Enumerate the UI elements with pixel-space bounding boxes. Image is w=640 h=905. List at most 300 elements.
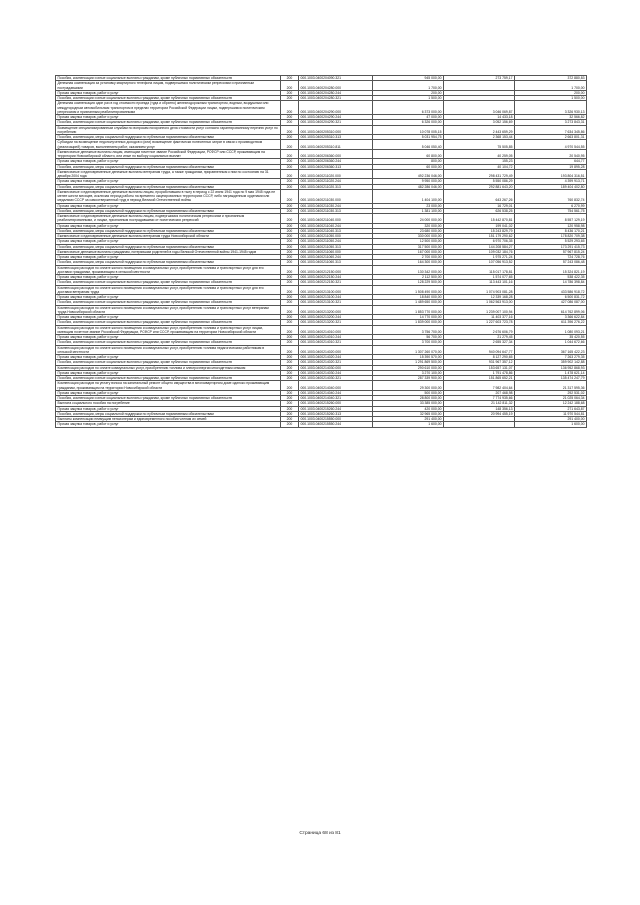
row-code-cell: 200 <box>281 305 299 315</box>
row-name-cell: Компенсация расходов по оплате жилого помещения и коммунальных услуг, приобретению топлива и транспортных услуг лицам, имеющим почетное звание Российской Федерации, РСФСР или СССР, проживающим на территории Новосибирской области <box>56 325 281 335</box>
row-name-cell: Компенсация расходов по оплате жилого помещения и коммунальных услуг, приобретению топлива и транспортных услуг для его доставки ветеранам труда <box>56 285 281 295</box>
row-name-cell: Компенсация расходов по оплате жилого помещения и коммунальных услуг, приобретению топлива и транспортных услуг для его доставки гражданам, проживающим в сельской местности <box>56 265 281 275</box>
row-kbk-cell: 000.1003.0400211040.244 <box>299 223 373 228</box>
row-remaining-cell: 193 804 316,51 <box>515 169 587 179</box>
row-approved-cell: 290 610 000,00 <box>373 365 444 370</box>
row-name-cell: Ежемесячные и единовременные денежные выплаты лицам, проработавшим в тылу в период с 22 июня 1941 года по 9 мая 1945 года не менее шести месяцев, исключая период работы на временно оккупированных территориях СССР, либо награжденным орденами или медалями СССР за самоотверженный труд в период Великой Отечественной войны <box>56 189 281 203</box>
row-kbk-cell: 000.1003.0400215260.313 <box>299 411 373 416</box>
row-name-cell: Пособия, компенсации и иные социальные выплаты гражданам, кроме публичных нормативных обязательств <box>56 360 281 365</box>
row-kbk-cell: 000.1003.0400214010.321 <box>299 340 373 345</box>
table-row <box>56 135 587 140</box>
row-executed-cell: 40 104,72 <box>444 164 515 169</box>
row-name-cell: Пособия, компенсации и иные социальные выплаты гражданам, кроме публичных нормативных обязательств <box>56 120 281 125</box>
row-executed-cell: 8 127 290,65 <box>444 355 515 360</box>
table-row <box>56 149 587 159</box>
row-executed-cell: 15 442 870,81 <box>444 214 515 224</box>
row-approved-cell: 60 000,00 <box>373 164 444 169</box>
row-name-cell: Компенсация расходов по оплате коммунальных услуг, приобретению топлива и электроэнергии многодетным семьям <box>56 365 281 370</box>
row-remaining-cell: 135 474 247,79 <box>515 376 587 381</box>
row-name-cell: Компенсация расходов по оплате жилого помещения и коммунальных услуг, приобретению топлива педагогическим работникам в сельской местности <box>56 345 281 355</box>
row-code-cell: 200 <box>281 90 299 95</box>
row-remaining-cell: 367 165 422,23 <box>515 345 587 355</box>
row-kbk-cell: 000.1003.0400211030.000 <box>299 189 373 203</box>
row-name-cell: Пособия, компенсации и иные социальные выплаты гражданам, кроме публичных нормативных обязательств <box>56 280 281 285</box>
table-row <box>56 360 587 365</box>
row-kbk-cell: 000.1003.0400214040.000 <box>299 381 373 391</box>
row-approved-cell: 130 342 000,00 <box>373 265 444 275</box>
row-name-cell: Пособия, компенсации, меры социальной поддержки по публичным нормативным обязательствам <box>56 135 281 140</box>
row-executed-cell: 3 052 156,69 <box>444 120 515 125</box>
row-name-cell: Ежемесячные и единовременные денежные выплаты лицам, подвергшимся политическим репрессиям и признанным реабилитированными, и лицам, признанным пострадавшими от политических репрессий <box>56 214 281 224</box>
row-approved-cell: 2 112 500,00 <box>373 275 444 280</box>
row-code-cell: 200 <box>281 140 299 150</box>
row-approved-cell: 330 000 000,00 <box>373 234 444 239</box>
row-remaining-cell: 644,77 <box>515 159 587 164</box>
row-name-cell: Пособия, компенсации и иные социальные выплаты гражданам, кроме публичных нормативных обязательств <box>56 320 281 325</box>
row-remaining-cell: 1 500,00 <box>515 96 587 101</box>
row-executed-cell: 15 243 829,79 <box>444 228 515 233</box>
row-kbk-cell: 000.1003.0400204280.244 <box>299 90 373 95</box>
row-code-cell: 200 <box>281 169 299 179</box>
row-executed-cell <box>444 422 515 427</box>
row-remaining-cell: 14 786 398,84 <box>515 280 587 285</box>
row-name-cell: Пособия, компенсации и иные социальные выплаты гражданам, кроме публичных нормативных обязательств <box>56 96 281 101</box>
row-executed-cell: 109 032 184,76 <box>444 249 515 254</box>
row-remaining-cell: 15 324 821,19 <box>515 265 587 275</box>
row-code-cell: 200 <box>281 325 299 335</box>
row-kbk-cell: 000.1003.0400212150.244 <box>299 275 373 280</box>
row-approved-cell: 29 300 000,00 <box>373 381 444 391</box>
row-code-cell: 200 <box>281 234 299 239</box>
row-approved-cell: 12 500 000,00 <box>373 239 444 244</box>
row-approved-cell: 3 270 100,00 <box>373 370 444 375</box>
table-body <box>56 76 587 428</box>
row-approved-cell: 60 800,00 <box>373 149 444 159</box>
table-row <box>56 164 587 169</box>
row-name-cell: Выплаты компенсации неимущим пенсионерам и единовременного пособия членам их семей <box>56 417 281 422</box>
row-kbk-cell: 000.1003.0400211020.313 <box>299 184 373 189</box>
row-approved-cell: 1 307 260 070,00 <box>373 345 444 355</box>
row-executed-cell: 7 982 404,64 <box>444 381 515 391</box>
row-code-cell: 200 <box>281 360 299 365</box>
row-code-cell: 200 <box>281 365 299 370</box>
row-name-cell: Прочая закупка товаров, работ и услуг <box>56 115 281 120</box>
table-row <box>56 140 587 150</box>
row-kbk-cell: 000.1003.0400211050.313 <box>299 244 373 249</box>
row-executed-cell: 6 970 706,35 <box>444 239 515 244</box>
row-approved-cell: 800,00 <box>373 159 444 164</box>
row-approved-cell: 28 800 000,00 <box>373 396 444 401</box>
row-name-cell: Прочая закупка товаров, работ и услуг <box>56 295 281 300</box>
row-name-cell: Пособия, компенсации, меры социальной поддержки по публичным нормативным обязательствам <box>56 208 281 213</box>
row-approved-cell: 5 046 050,40 <box>373 140 444 150</box>
row-code-cell: 200 <box>281 184 299 189</box>
row-remaining-cell: 178 820 709,38 <box>515 234 587 239</box>
table-row <box>56 365 587 370</box>
row-approved-cell: 500 000,00 <box>373 390 444 395</box>
table-row <box>56 169 587 179</box>
row-approved-cell: 6 373 000,00 <box>373 101 444 115</box>
row-approved-cell: 15 390 570,00 <box>373 355 444 360</box>
row-approved-cell: 24 000 000,00 <box>373 214 444 224</box>
row-name-cell: Ежемесячные денежные выплаты лицам, имеющим почетное звание Российской Федерации, РСФСР или СССР, проживающим на территории Новосибирской области, или иные по выбору социальных выплат <box>56 149 281 159</box>
table-row <box>56 320 587 325</box>
row-name-cell: Ежемесячные и единовременные денежные выплаты ветеранам труда Новосибирской области <box>56 234 281 239</box>
row-approved-cell: 33 385 000,00 <box>373 401 444 406</box>
row-kbk-cell: 000.1003.0400205310.000 <box>299 125 373 135</box>
row-code-cell: 200 <box>281 335 299 340</box>
row-executed-cell: 151 865 652,21 <box>444 376 515 381</box>
row-executed-cell: 21 142 811,32 <box>444 401 515 406</box>
row-approved-cell: 128 229 500,00 <box>373 280 444 285</box>
row-approved-cell: 1 839 000 000,00 <box>373 320 444 325</box>
row-remaining-cell: 372 880,83 <box>515 76 587 81</box>
row-approved-cell: 32 965 000,00 <box>373 411 444 416</box>
row-code-cell: 200 <box>281 228 299 233</box>
row-name-cell: Прочая закупка товаров, работ и услуг <box>56 355 281 360</box>
row-remaining-cell: 35 420,55 <box>515 335 587 340</box>
row-executed-cell: 107 056 913,52 <box>444 260 515 265</box>
row-code-cell: 200 <box>281 370 299 375</box>
row-code-cell: 200 <box>281 280 299 285</box>
row-approved-cell: 3 700 000,00 <box>373 340 444 345</box>
row-code-cell: 200 <box>281 164 299 169</box>
row-executed-cell: 155,23 <box>444 159 515 164</box>
table-row <box>56 76 587 81</box>
row-approved-cell: 287 339 900,00 <box>373 376 444 381</box>
row-name-cell: Пособия, компенсации и иные социальные выплаты гражданам, кроме публичных нормативных обязательств <box>56 300 281 305</box>
row-executed-cell: 2 676 606,79 <box>444 325 515 335</box>
row-approved-cell: 167 000 000,00 <box>373 249 444 254</box>
row-remaining-cell: 433 586 918,72 <box>515 285 587 295</box>
row-kbk-cell: 000.1003.0400214040.244 <box>299 390 373 395</box>
row-name-cell: Ежемесячные денежные выплаты гражданам, потерявшим родителей в годы Великой Отечественной войны 1941-1945 годов <box>56 249 281 254</box>
row-approved-cell: 1 489 650 000,00 <box>373 300 444 305</box>
row-name-cell: Пособия, компенсации, меры социальной поддержки по публичным нормативным обязательствам <box>56 260 281 265</box>
row-kbk-cell: 000.1003.0400206360.244 <box>299 159 373 164</box>
row-remaining-cell: 21 317 595,36 <box>515 381 587 391</box>
row-executed-cell: 626 538,25 <box>444 208 515 213</box>
row-approved-cell: 420 000,00 <box>373 406 444 411</box>
row-remaining-cell: 1 044 672,66 <box>515 340 587 345</box>
budget-table-container <box>55 75 586 428</box>
row-kbk-cell: 000.1003.0400214020.321 <box>299 360 373 365</box>
row-code-cell: 200 <box>281 249 299 254</box>
row-code-cell: 200 <box>281 340 299 345</box>
table-row <box>56 244 587 249</box>
table-row <box>56 381 587 391</box>
row-name-cell: Пособия, компенсации, меры социальной поддержки по публичным нормативным обязательствам <box>56 411 281 416</box>
row-executed-cell: 11 403 377,16 <box>444 315 515 320</box>
row-code-cell: 200 <box>281 96 299 101</box>
row-kbk-cell: 000.1003.0400214030.000 <box>299 365 373 370</box>
row-approved-cell: 3 756 700,00 <box>373 325 444 335</box>
row-approved-cell: 14 770 000,00 <box>373 315 444 320</box>
row-executed-cell: 1 227 603 723,78 <box>444 320 515 325</box>
row-code-cell: 200 <box>281 223 299 228</box>
row-code-cell: 200 <box>281 320 299 325</box>
row-kbk-cell: 000.1003.0400213100.244 <box>299 295 373 300</box>
row-remaining-cell: 1 080 093,21 <box>515 325 587 335</box>
row-kbk-cell: 000.1003.0400214020.244 <box>299 355 373 360</box>
table-row <box>56 189 587 203</box>
row-remaining-cell: 173 291 415,73 <box>515 244 587 249</box>
row-executed-cell: 2 443 659,29 <box>444 125 515 135</box>
row-name-cell: Пособия, компенсации, меры социальной поддержки по публичным нормативным обязательствам <box>56 244 281 249</box>
row-kbk-cell: 000.1003.0400215260.244 <box>299 406 373 411</box>
row-remaining-cell: 3 273 843,31 <box>515 120 587 125</box>
row-remaining-cell: 20 540,95 <box>515 149 587 159</box>
row-executed-cell: 3 046 069,87 <box>444 101 515 115</box>
row-kbk-cell: 000.1003.0400215550.244 <box>299 422 373 427</box>
row-name-cell: Прочая закупка товаров, работ и услуг <box>56 223 281 228</box>
row-code-cell: 200 <box>281 149 299 159</box>
row-executed-cell: 940 094 647,77 <box>444 345 515 355</box>
row-executed-cell: 153 657 131,07 <box>444 365 515 370</box>
row-code-cell: 200 <box>281 125 299 135</box>
table-row <box>56 260 587 265</box>
row-code-cell: 200 <box>281 189 299 203</box>
row-remaining-cell: 8 436 170,21 <box>515 228 587 233</box>
row-approved-cell: 317 500 000,00 <box>373 244 444 249</box>
row-kbk-cell: 000.1003.0400204090.321 <box>299 76 373 81</box>
row-kbk-cell: 000.1003.0400204290.244 <box>299 115 373 120</box>
row-executed-cell: 1 975 271,24 <box>444 255 515 260</box>
row-kbk-cell: 000.1003.0400211030.244 <box>299 203 373 208</box>
row-kbk-cell: 000.1003.0400213100.000 <box>299 285 373 295</box>
row-code-cell: 200 <box>281 214 299 224</box>
row-remaining-cell: 271 643,87 <box>515 406 587 411</box>
row-remaining-cell: 21 025 064,34 <box>515 396 587 401</box>
row-name-cell: Прочая закупка товаров, работ и услуг <box>56 159 281 164</box>
row-name-cell: Прочая закупка товаров, работ и услуг <box>56 239 281 244</box>
row-remaining-cell: 754 561,75 <box>515 208 587 213</box>
table-row <box>56 345 587 355</box>
row-name-cell: Прочая закупка товаров, работ и услуг <box>56 370 281 375</box>
row-remaining-cell: 120 958,98 <box>515 223 587 228</box>
row-approved-cell: 1 853 770 000,00 <box>373 305 444 315</box>
row-name-cell: Выплата социального пособия на погребение <box>56 401 281 406</box>
row-approved-cell: 1 500,00 <box>373 96 444 101</box>
row-code-cell: 200 <box>281 244 299 249</box>
row-approved-cell: 1 381 100,00 <box>373 208 444 213</box>
row-kbk-cell: 000.1003.0400212150.321 <box>299 280 373 285</box>
row-name-cell: Ежемесячные и единовременные денежные выплаты ветеранам труда, а также гражданам, приравненным к ним по состоянию на 31 декабря 2004 года <box>56 169 281 179</box>
row-kbk-cell: 000.1003.0400214040.321 <box>299 396 373 401</box>
row-approved-cell: 1 700,00 <box>373 81 444 91</box>
row-code-cell: 200 <box>281 411 299 416</box>
row-executed-cell: 144 208 584,27 <box>444 244 515 249</box>
row-approved-cell: 482 286 046,00 <box>373 184 444 189</box>
row-approved-cell: 1 600,00 <box>373 422 444 427</box>
row-name-cell: Прочая закупка товаров, работ и услуг <box>56 422 281 427</box>
row-code-cell: 200 <box>281 101 299 115</box>
table-row <box>56 184 587 189</box>
row-code-cell: 200 <box>281 295 299 300</box>
budget-execution-table <box>55 75 587 428</box>
row-kbk-cell: 000.1003.0400206360.313 <box>299 164 373 169</box>
row-executed-cell: 113 443 101,16 <box>444 280 515 285</box>
row-code-cell: 200 <box>281 381 299 391</box>
table-row <box>56 228 587 233</box>
row-remaining-cell: 8 557 129,19 <box>515 214 587 224</box>
row-name-cell: Прочая закупка товаров, работ и услуг <box>56 406 281 411</box>
row-code-cell: 200 <box>281 376 299 381</box>
row-kbk-cell: 000.1003.0400205310.313 <box>299 135 373 140</box>
row-code-cell: 200 <box>281 355 299 360</box>
row-remaining-cell: 1 600,00 <box>515 422 587 427</box>
row-executed-cell: 14 433,18 <box>444 115 515 120</box>
row-executed-cell: 207 468,98 <box>444 390 515 395</box>
row-kbk-cell: 000.1003.0400211050.244 <box>299 239 373 244</box>
row-kbk-cell: 000.1003.0400204290.321 <box>299 120 373 125</box>
row-code-cell: 200 <box>281 179 299 184</box>
row-remaining-cell: 427 086 087,00 <box>515 300 587 305</box>
row-approved-cell: 320 000,00 <box>373 223 444 228</box>
row-code-cell: 200 <box>281 345 299 355</box>
row-kbk-cell: 000.1003.0400211040.000 <box>299 214 373 224</box>
row-code-cell: 200 <box>281 135 299 140</box>
row-code-cell: 200 <box>281 396 299 401</box>
row-remaining-cell: 57 243 086,48 <box>515 260 587 265</box>
row-kbk-cell: 000.1003.0400214010.244 <box>299 335 373 340</box>
row-kbk-cell: 000.1003.0400211040.313 <box>299 228 373 233</box>
row-code-cell: 200 <box>281 81 299 91</box>
row-remaining-cell: 19 895,28 <box>515 164 587 169</box>
row-remaining-cell: 136 952 868,93 <box>515 365 587 370</box>
row-approved-cell: 1 404 100,00 <box>373 189 444 203</box>
row-name-cell: Денежная компенсация за установку квартирного телефона лицам, подвергшимся политическим репрессиям и признанным пострадавшими <box>56 81 281 91</box>
table-row <box>56 396 587 401</box>
row-remaining-cell: 359 902 142,88 <box>515 360 587 365</box>
row-approved-cell: 291 400,00 <box>373 417 444 422</box>
row-kbk-cell: 000.1003.0400214030.321 <box>299 376 373 381</box>
row-executed-cell: 5 550 086,29 <box>444 179 515 184</box>
row-kbk-cell: 000.1003.0400211060.244 <box>299 255 373 260</box>
row-kbk-cell: 000.1003.0400204280.000 <box>299 81 373 91</box>
row-kbk-cell: 000.1003.0400215550.000 <box>299 417 373 422</box>
row-remaining-cell: 12 242 188,68 <box>515 401 587 406</box>
row-name-cell: Компенсация расходов на уплату взноса на капитальный ремонт общего имущества в многоквартирном доме одиноко проживающим гражданам, проживающим на территории Новосибирской области <box>56 381 281 391</box>
table-row <box>56 411 587 416</box>
row-name-cell: Прочая закупка товаров, работ и услуг <box>56 335 281 340</box>
row-approved-cell: 5 031 954,75 <box>373 135 444 140</box>
row-code-cell: 200 <box>281 422 299 427</box>
row-executed-cell: 2 655 327,34 <box>444 340 515 345</box>
row-code-cell: 200 <box>281 203 299 208</box>
page-number: Страница 68 из 81 <box>299 831 341 836</box>
table-row <box>56 81 587 91</box>
table-row <box>56 101 587 115</box>
row-name-cell: Пособия, компенсации, меры социальной поддержки по публичным нормативным обязательствам <box>56 228 281 233</box>
row-name-cell: Прочая закупка товаров, работ и услуг <box>56 390 281 395</box>
row-kbk-cell: 000.1003.0400205310.811 <box>299 140 373 150</box>
row-kbk-cell: 000.1003.0400213200.000 <box>299 305 373 315</box>
row-remaining-cell: 760 832,74 <box>515 189 587 203</box>
row-name-cell: Пособия, компенсации, меры социальной поддержки по публичным нормативным обязательствам <box>56 184 281 189</box>
table-row <box>56 305 587 315</box>
row-name-cell: Прочая закупка товаров, работ и услуг <box>56 179 281 184</box>
row-name-cell: Прочая закупка товаров, работ и услуг <box>56 203 281 208</box>
row-remaining-cell: 3 366 622,84 <box>515 315 587 320</box>
row-kbk-cell: 000.1003.0400214010.000 <box>299 325 373 335</box>
row-approved-cell: 200,00 <box>373 90 444 95</box>
row-name-cell: Прочая закупка товаров, работ и услуг <box>56 255 281 260</box>
row-executed-cell: 75 505,85 <box>444 140 515 150</box>
row-kbk-cell: 000.1003.0400215260.000 <box>299 401 373 406</box>
row-code-cell: 200 <box>281 401 299 406</box>
row-executed-cell: 643 267,26 <box>444 189 515 203</box>
row-name-cell: Компенсация расходов по оплате жилого помещения и коммунальных услуг, приобретению топлива и транспортных услуг ветеранам труда Новосибирской области <box>56 305 281 315</box>
row-name-cell: Прочая закупка товаров, работ и услуг <box>56 315 281 320</box>
table-row <box>56 300 587 305</box>
row-remaining-cell: 7 634 345,86 <box>515 125 587 135</box>
table-row <box>56 285 587 295</box>
row-remaining-cell: 57 967 815,24 <box>515 249 587 254</box>
row-approved-cell: 10 078 005,15 <box>373 125 444 135</box>
row-name-cell: Прочая закупка товаров, работ и услуг <box>56 275 281 280</box>
row-code-cell: 200 <box>281 208 299 213</box>
row-code-cell: 200 <box>281 159 299 164</box>
row-remaining-cell: 614 762 899,06 <box>515 305 587 315</box>
row-name-cell: Пособия, компенсации и иные социальные выплаты гражданам, кроме публичных нормативных обязательств <box>56 396 281 401</box>
row-approved-cell: 23 680 000,00 <box>373 228 444 233</box>
table-row <box>56 234 587 239</box>
row-name-cell: Субсидии на возмещение недополученных доходов и (или) возмещение фактически понесенных затрат в связи с производством (реализацией) товаров, выполнением работ, оказанием услуг <box>56 140 281 150</box>
row-name-cell: Пособия, компенсации, меры социальной поддержки по публичным нормативным обязательствам <box>56 164 281 169</box>
table-row <box>56 125 587 135</box>
row-kbk-cell: 000.1003.0400211060.000 <box>299 249 373 254</box>
row-kbk-cell: 000.1003.0400213200.321 <box>299 320 373 325</box>
row-code-cell: 200 <box>281 76 299 81</box>
row-remaining-cell: 611 396 276,22 <box>515 320 587 325</box>
row-remaining-cell: 11 970 544,81 <box>515 411 587 416</box>
row-code-cell: 200 <box>281 417 299 422</box>
row-executed-cell: 273 759,17 <box>444 76 515 81</box>
row-code-cell: 200 <box>281 239 299 244</box>
row-code-cell: 200 <box>281 315 299 320</box>
row-code-cell: 200 <box>281 265 299 275</box>
table-row <box>56 376 587 381</box>
row-remaining-cell: 291 400,00 <box>515 417 587 422</box>
row-executed-cell: 199 041,02 <box>444 223 515 228</box>
row-remaining-cell: 2 663 801,31 <box>515 135 587 140</box>
row-remaining-cell: 3 326 930,13 <box>515 101 587 115</box>
row-approved-cell: 23 000,00 <box>373 203 444 208</box>
row-executed-cell: 298 431 729,49 <box>444 169 515 179</box>
table-row <box>56 340 587 345</box>
row-name-cell: Пособия, компенсации и иные социальные выплаты гражданам, кроме публичных нормативных обязательств <box>56 340 281 345</box>
row-executed-cell: 148 356,13 <box>444 406 515 411</box>
row-approved-cell: 945 000,00 <box>373 76 444 81</box>
row-executed-cell: 40 259,05 <box>444 149 515 159</box>
row-kbk-cell: 000.1003.0400211020.244 <box>299 179 373 184</box>
row-kbk-cell: 000.1003.0400211030.313 <box>299 208 373 213</box>
row-name-cell: Возмещение специализированным службам по вопросам похоронного дела стоимости услуг согласно гарантированному перечню услуг по погребению <box>56 125 281 135</box>
row-code-cell: 200 <box>281 120 299 125</box>
row-approved-cell: 6 326 000,00 <box>373 120 444 125</box>
table-row <box>56 325 587 335</box>
table-row <box>56 265 587 275</box>
row-executed-cell: 1 239 007 100,94 <box>444 305 515 315</box>
row-remaining-cell: 200,00 <box>515 90 587 95</box>
row-executed-cell: 1 062 563 913,00 <box>444 300 515 305</box>
row-executed-cell: 931 967 357,12 <box>444 360 515 365</box>
row-executed-cell: 292 881 643,20 <box>444 184 515 189</box>
row-executed-cell: 12 339 168,28 <box>444 295 515 300</box>
row-kbk-cell: 000.1003.0400211050.000 <box>299 234 373 239</box>
row-kbk-cell: 000.1003.0400206360.000 <box>299 149 373 159</box>
